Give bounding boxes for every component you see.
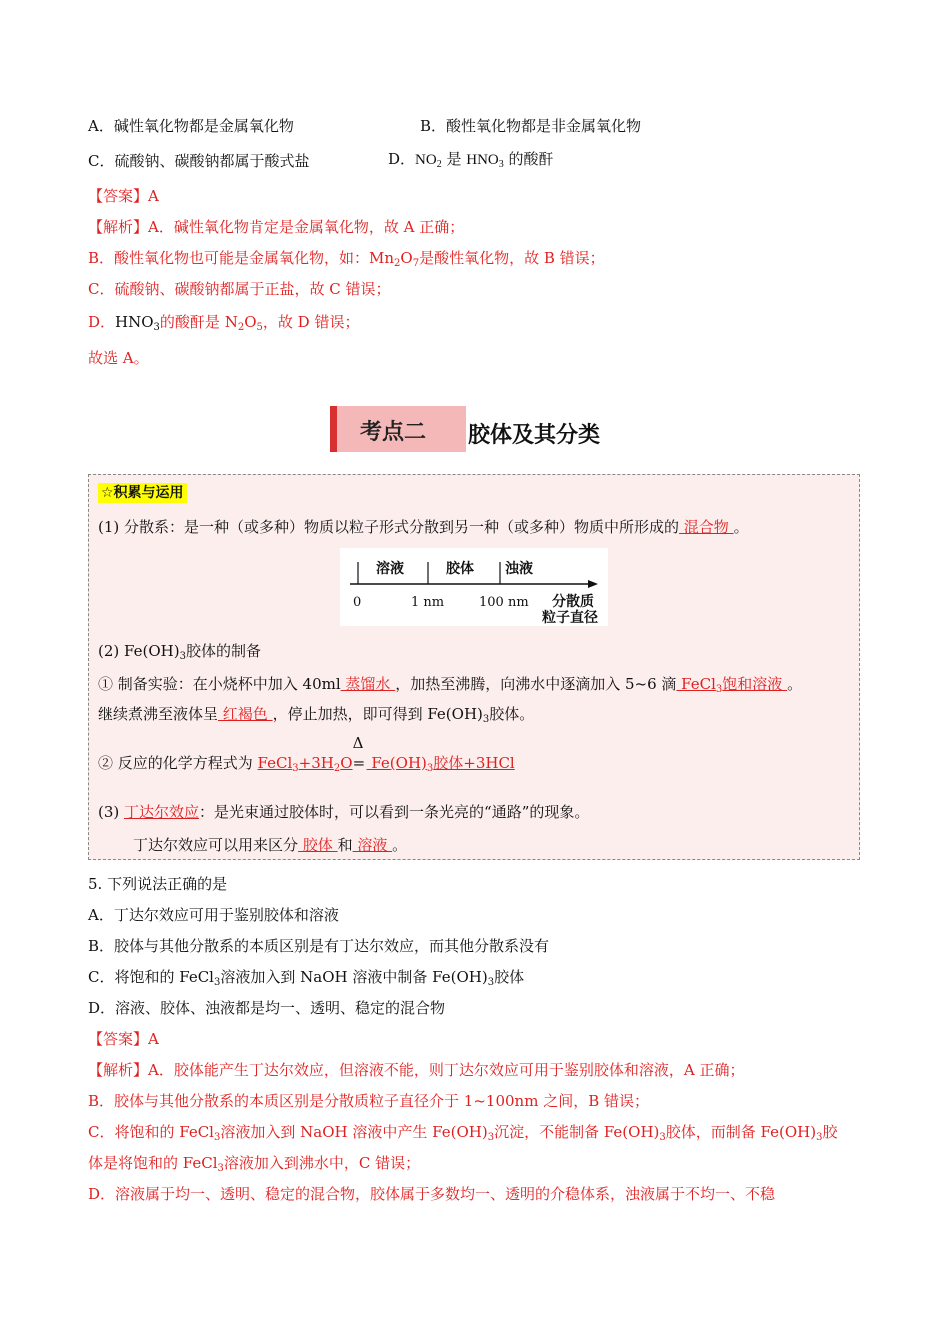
box-p2a-end: 。 bbox=[787, 675, 803, 693]
tick-0-label: 0 bbox=[353, 595, 362, 610]
box-p2c-condition bbox=[352, 734, 367, 773]
q4-answer-label: 【答案】 bbox=[88, 187, 149, 205]
section-title: 胶体及其分类 bbox=[468, 423, 601, 448]
q4-analysis-d-mid: 的酸酐是 N bbox=[159, 313, 238, 331]
box-p2a-blank2-sub: 3 bbox=[715, 684, 723, 695]
box-p3b-pre: 丁达尔效应可以用来区分 bbox=[133, 836, 299, 854]
q4-analysis-a bbox=[88, 217, 464, 237]
q5-analysis-c1-s4: 3 bbox=[816, 1132, 823, 1143]
q5-stem: 5. 下列说法正确的是 bbox=[88, 875, 228, 893]
q5-answer-value: A bbox=[148, 1030, 159, 1048]
box-p3b-end: 。 bbox=[392, 836, 408, 854]
q5-analysis-c2-s1: 3 bbox=[217, 1163, 224, 1174]
q5-analysis-a-text: A．胶体能产生丁达尔效应，但溶液不能，则丁达尔效应可用于鉴别胶体和溶液，A 正确； bbox=[148, 1061, 745, 1079]
q4-analysis-d-sub3: 3 bbox=[153, 322, 160, 333]
box-p2b-sub: 3 bbox=[482, 714, 490, 725]
q5-analysis-c-line2 bbox=[88, 1153, 420, 1173]
box-p3-pre: (3) bbox=[98, 803, 125, 821]
box-p2c-eq1-sub2: 2 bbox=[333, 763, 341, 774]
dispersion-diagram-svg bbox=[340, 548, 608, 626]
section-badge-text: 考点二 bbox=[360, 420, 427, 445]
q5-analysis-c1-s1: 3 bbox=[214, 1132, 221, 1143]
box-p3b bbox=[133, 835, 407, 855]
box-p2c-eq1-post: O bbox=[340, 754, 353, 772]
box-p2a-pre: ① 制备实验：在小烧杯中加入 40ml bbox=[98, 675, 341, 693]
q4-option-b: B．酸性氧化物都是非金属氧化物 bbox=[420, 117, 642, 135]
q4-option-d-prefix: D． bbox=[388, 150, 416, 168]
box-p2a-blank2 bbox=[676, 675, 787, 693]
box-p2a-mid: ，加热至沸腾，向沸水中逐滴加入 5~6 滴 bbox=[395, 675, 677, 693]
heat-delta-symbol: Δ bbox=[352, 734, 364, 752]
box-p3b-blank2: 溶液 bbox=[352, 836, 393, 854]
box-p1-text: (1) 分散系：是一种（或多种）物质以粒子形式分散到另一种（或多种）物质中所形成的 bbox=[98, 518, 680, 536]
box-p2c-eq1-mid: +3H bbox=[298, 754, 334, 772]
label-suspension: 浊液 bbox=[505, 561, 533, 577]
q5-analysis-c1-e: 胶 bbox=[822, 1123, 838, 1141]
q5-analysis-c1-c: 沉淀，不能制备 Fe(OH) bbox=[494, 1123, 660, 1141]
q4-analysis-b-sub1: 2 bbox=[394, 258, 401, 269]
label-colloid: 胶体 bbox=[446, 561, 474, 577]
q4-option-d-sub2: 2 bbox=[436, 159, 442, 170]
box-p1-blank: 混合物 bbox=[679, 518, 734, 536]
q4-analysis-b-pre: B．酸性氧化物也可能是金属氧化物，如：Mn bbox=[88, 249, 395, 267]
q4-conclusion: 故选 A。 bbox=[88, 349, 149, 367]
q5-analysis-b: B．胶体与其他分散系的本质区别是分散质粒子直径介于 1~100nm 之间，B 错误； bbox=[88, 1092, 649, 1110]
q5-analysis-c-line1 bbox=[88, 1122, 837, 1142]
q4-analysis-d-post: ，故 D 错误； bbox=[262, 313, 360, 331]
q4-analysis-c: C．硫酸钠、碳酸钠都属于正盐，故 C 错误； bbox=[88, 280, 391, 298]
q5-analysis-a bbox=[88, 1060, 744, 1080]
tick-1-label: 1 nm bbox=[411, 595, 445, 610]
box-p2 bbox=[98, 641, 261, 661]
q4-analysis-d-pre: D． bbox=[88, 313, 116, 331]
box-p2c-eq-left bbox=[258, 754, 353, 772]
section-badge-bar bbox=[330, 406, 337, 452]
tick-100-label: 100 nm bbox=[479, 595, 529, 610]
q4-option-d-hno: HNO bbox=[466, 152, 499, 168]
box-p2a-blank2-pre: FeCl bbox=[676, 675, 716, 693]
section-badge bbox=[330, 406, 466, 452]
box-p2b-blank: 红褐色 bbox=[218, 705, 273, 723]
axis-label-line2: 粒子直径 bbox=[542, 610, 598, 626]
q4-option-d bbox=[388, 149, 554, 170]
q5-analysis-c1-b: 溶液加入到 NaOH 溶液中产生 Fe(OH) bbox=[220, 1123, 488, 1141]
box-p2b-pre: 继续煮沸至液体呈 bbox=[98, 705, 219, 723]
q5-option-c-sub: 3 bbox=[214, 977, 221, 988]
box-p2b-end: 胶体。 bbox=[489, 705, 535, 723]
q4-option-d-suffix: 的酸酐 bbox=[503, 150, 554, 168]
box-p2c-eq2-sub: 3 bbox=[426, 763, 434, 774]
box-p2c-pre: ② 反应的化学方程式为 bbox=[98, 754, 258, 772]
box-p2c bbox=[98, 734, 515, 774]
box-p2c-eq1-pre: FeCl bbox=[257, 754, 293, 772]
box-p2-post: 胶体的制备 bbox=[185, 642, 261, 660]
q5-analysis-label: 【解析】 bbox=[88, 1061, 149, 1079]
q4-option-d-no: NO bbox=[415, 152, 437, 168]
q4-analysis-d-hno: HNO bbox=[115, 313, 154, 331]
q4-analysis-a-text: A．碱性氧化物肯定是金属氧化物，故 A 正确； bbox=[148, 218, 465, 236]
q5-analysis-c1-s2: 3 bbox=[487, 1132, 495, 1143]
dispersion-diagram bbox=[340, 548, 608, 626]
box-p1-end: 。 bbox=[733, 518, 749, 536]
section-heading bbox=[330, 406, 630, 452]
q4-analysis-b bbox=[88, 248, 605, 268]
box-p2a bbox=[98, 674, 802, 694]
box-p2c-eq1-sub: 3 bbox=[292, 763, 299, 774]
q5-analysis-c1-s3: 3 bbox=[659, 1132, 666, 1143]
box-p3b-blank1: 胶体 bbox=[298, 836, 338, 854]
q5-option-d: D．溶液、胶体、浊液都是均一、透明、稳定的混合物 bbox=[88, 999, 446, 1017]
box-p2a-blank1: 蒸馏水 bbox=[340, 675, 396, 693]
q5-analysis-d: D．溶液属于均一、透明、稳定的混合物，胶体属于多数均一、透明的介稳体系，浊液属于不均一、不稳 bbox=[88, 1185, 776, 1203]
q4-analysis-d-sub2: 2 bbox=[237, 322, 245, 333]
q4-option-d-sub3: 3 bbox=[498, 159, 504, 170]
box-p2-sub: 3 bbox=[179, 651, 186, 662]
box-p2c-eq-right bbox=[367, 754, 515, 772]
label-solution: 溶液 bbox=[376, 561, 404, 577]
q4-analysis-d-sub5: 5 bbox=[256, 322, 263, 333]
box-p2b bbox=[98, 704, 534, 724]
q4-analysis-b-post: 是酸性氧化物，故 B 错误； bbox=[419, 249, 605, 267]
q5-option-b: B．胶体与其他分散系的本质区别是有丁达尔效应，而其他分散系没有 bbox=[88, 937, 550, 955]
q5-analysis-c1-d: 胶体，而制备 Fe(OH) bbox=[665, 1123, 817, 1141]
q5-analysis-c1-a: C．将饱和的 FeCl bbox=[88, 1123, 214, 1141]
box-p2c-eq2-pre: Fe(OH) bbox=[366, 754, 427, 772]
box-p3-blank: 丁达尔效应 bbox=[124, 803, 200, 821]
q5-option-c-mid: 溶液加入到 NaOH 溶液中制备 Fe(OH) bbox=[220, 968, 488, 986]
axis-arrow bbox=[588, 580, 598, 588]
q4-option-d-mid: 是 bbox=[441, 150, 467, 168]
box-p2-pre: (2) Fe(OH) bbox=[98, 642, 180, 660]
knowledge-box bbox=[88, 474, 860, 860]
q4-analysis-label: 【解析】 bbox=[88, 218, 149, 236]
q5-option-a: A．丁达尔效应可用于鉴别胶体和溶液 bbox=[88, 906, 339, 924]
q4-answer bbox=[88, 186, 159, 206]
q5-option-c bbox=[88, 967, 524, 987]
box-p1 bbox=[98, 517, 749, 537]
q4-analysis-d bbox=[88, 312, 359, 332]
q4-answer-value: A bbox=[148, 187, 159, 205]
box-tag: ☆积累与运用 bbox=[98, 483, 187, 503]
q4-analysis-d-o: O bbox=[244, 313, 257, 331]
q5-option-c-pre: C．将饱和的 FeCl bbox=[88, 968, 214, 986]
box-p3 bbox=[98, 802, 589, 822]
q5-answer-label: 【答案】 bbox=[88, 1030, 149, 1048]
q4-analysis-b-sub2: 7 bbox=[412, 258, 420, 269]
box-p2b-mid: ，停止加热，即可得到 Fe(OH) bbox=[272, 705, 483, 723]
box-p3-post: ：是光束通过胶体时，可以看到一条光亮的“通路”的现象。 bbox=[199, 803, 590, 821]
q5-option-c-post: 胶体 bbox=[494, 968, 525, 986]
q4-analysis-b-o: O bbox=[400, 249, 413, 267]
q4-option-a: A．碱性氧化物都是金属氧化物 bbox=[88, 117, 294, 135]
box-p2c-eqsign: = bbox=[352, 754, 366, 772]
box-p2c-eq2-post: 胶体+3HCl bbox=[433, 754, 515, 772]
q5-analysis-c2-b: 溶液加入到沸水中，C 错误； bbox=[223, 1154, 421, 1172]
box-p2a-blank2-post: 饱和溶液 bbox=[722, 675, 788, 693]
axis-label-line1: 分散质 bbox=[552, 594, 594, 610]
q4-option-c: C．硫酸钠、碳酸钠都属于酸式盐 bbox=[88, 152, 310, 170]
q5-analysis-c2-a: 体是将饱和的 FeCl bbox=[88, 1154, 218, 1172]
box-p3b-mid: 和 bbox=[337, 836, 353, 854]
q5-option-c-sub2: 3 bbox=[487, 977, 495, 988]
q5-answer bbox=[88, 1029, 159, 1049]
